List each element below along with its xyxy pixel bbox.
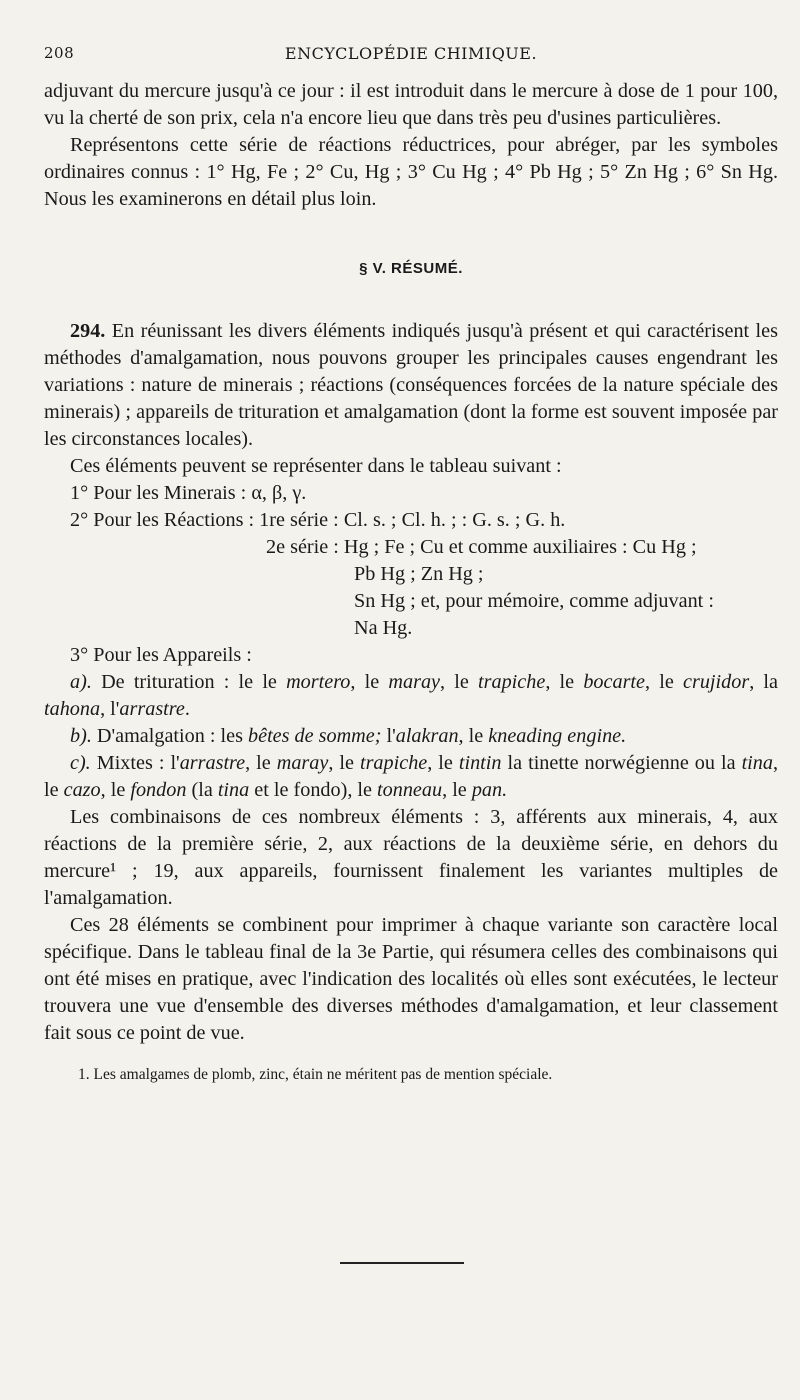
- paragraph-final: Ces 28 éléments se combinent pour imprimer à chaque variante son caractère local spécifique. Dans le tableau final de la 3e Partie, qui résumera celles des combinaisons qui ont été mises en pratique, avec l'indication des localités où elles sont exécutées, le lecteur trouvera une vue d'ensemble des diverses méthodes d'amalgamation, et leur classement fait sous ce point de vue.: [44, 914, 778, 1044]
- term-tina: tina: [741, 752, 773, 774]
- term-mortero: mortero: [286, 671, 351, 693]
- term-betes-de-somme: bêtes de somme;: [248, 725, 382, 747]
- end-rule: [340, 1262, 464, 1264]
- item-appareils: 3° Pour les Appareils :: [70, 644, 252, 666]
- term-trapiche-2: trapiche: [359, 752, 428, 774]
- paragraph-combinaisons: Les combinaisons de ces nombreux éléments : 3, afférents aux minerais, 4, aux réactions de la première série, 2, aux réactions de la deuxième série, en dehors du mercure¹ ; 19, aux appareils, fournissent finalement les variantes multiples de l'amalgamation.: [44, 806, 778, 909]
- paragraph-adjuvant: adjuvant du mercure jusqu'à ce jour : il est introduit dans le mercure à dose de 1 pour 100, vu la cherté de son prix, cela n'a encore lieu que dans très peu d'usines particulières.: [44, 80, 778, 129]
- term-tonneau: tonneau: [377, 779, 443, 801]
- term-pan: pan.: [471, 779, 508, 801]
- appareils-a-prefix: De trituration : le: [101, 671, 254, 693]
- term-cazo: cazo: [63, 779, 101, 801]
- page-header: [44, 44, 778, 78]
- term-crujidor: crujidor: [683, 671, 750, 693]
- paragraph-symboles: Représentons cette série de réactions réductrices, pour abréger, par les symboles ordinaires connus : 1° Hg, Fe ; 2° Cu, Hg ; 3° Cu Hg ; 4° Pb Hg ; 5° Zn Hg ; 6° Sn Hg. Nous les examinerons en détail plus loin.: [44, 134, 778, 210]
- label-b: b).: [70, 725, 92, 747]
- appareils-c-prefix: Mixtes :: [96, 752, 165, 774]
- section-heading: § V. RÉSUMÉ.: [359, 260, 463, 277]
- footnote: 1. Les amalgames de plomb, zinc, étain ne méritent pas de mention spéciale.: [78, 1066, 553, 1083]
- item-minerais: 1° Pour les Minerais : α, β, γ.: [70, 482, 307, 504]
- term-arrastre-2: arrastre: [179, 752, 246, 774]
- term-tintin: tintin: [458, 752, 502, 774]
- appareils-c-plain-2: et le fondo), le: [254, 779, 372, 801]
- serie-2-block: [266, 534, 778, 642]
- paragraph-294-text: En réunissant les divers éléments indiqués jusqu'à présent et qui caractérisent les méthodes d'amalgamation, nous pouvons grouper les principales causes engendrant les variations : nature de minerais ; réactions (conséquences forcées de la nature spéciale des minerais) ; appareils de trituration et amalgamation (dont la forme est souvent imposée par les circonstances locales).: [44, 320, 778, 450]
- paragraph-294: [44, 318, 778, 453]
- tableau-intro: Ces éléments peuvent se représenter dans le tableau suivant :: [70, 455, 562, 477]
- appareils-b-prefix: D'amalgation : les: [96, 725, 243, 747]
- serie-2-line-1: 2e série : Hg ; Fe ; Cu et comme auxiliaires : Cu Hg ;: [266, 536, 697, 558]
- term-fondon: fondon: [130, 779, 187, 801]
- label-a: a).: [70, 671, 92, 693]
- term-arrastre: arrastre: [119, 698, 185, 720]
- item-reactions: 2° Pour les Réactions : 1re série : Cl. s. ; Cl. h. ; : G. s. ; G. h.: [70, 509, 566, 531]
- serie-2-line-4: Na Hg.: [354, 617, 413, 639]
- serie-2-line-2: Pb Hg ; Zn Hg ;: [354, 563, 484, 585]
- page-body: [44, 78, 778, 1047]
- term-tahona: tahona: [44, 698, 101, 720]
- term-maray: maray: [388, 671, 441, 693]
- serie-2-line-3: Sn Hg ; et, pour mémoire, comme adjuvant :: [354, 590, 714, 612]
- term-tina-2: tina: [217, 779, 250, 801]
- term-bocarte: bocarte: [583, 671, 645, 693]
- appareils-a: a). De trituration : le le mortero, le maray, le trapiche, le bocarte, le crujidor, la tahona, l'arrastre.: [44, 671, 778, 720]
- term-kneading-engine: kneading engine.: [488, 725, 627, 747]
- paragraph-number: 294.: [70, 320, 106, 342]
- label-c: c).: [70, 752, 91, 774]
- term-alakran: alakran: [395, 725, 459, 747]
- page-number: 208: [44, 44, 75, 62]
- appareils-b: b). D'amalgation : les bêtes de somme; l'alakran, le kneading engine.: [70, 725, 627, 747]
- term-maray-2: maray: [276, 752, 329, 774]
- appareils-c-plain-1: la tinette norwégienne ou la: [507, 752, 736, 774]
- term-trapiche: trapiche: [478, 671, 546, 693]
- appareils-c: c). Mixtes : l'arrastre, le maray, le trapiche, le tintin la tinette norwégienne ou la tina, le cazo, le fondon (la tina et le fondo), le tonneau, le pan.: [44, 752, 779, 801]
- running-title: ENCYCLOPÉDIE CHIMIQUE.: [284, 44, 538, 63]
